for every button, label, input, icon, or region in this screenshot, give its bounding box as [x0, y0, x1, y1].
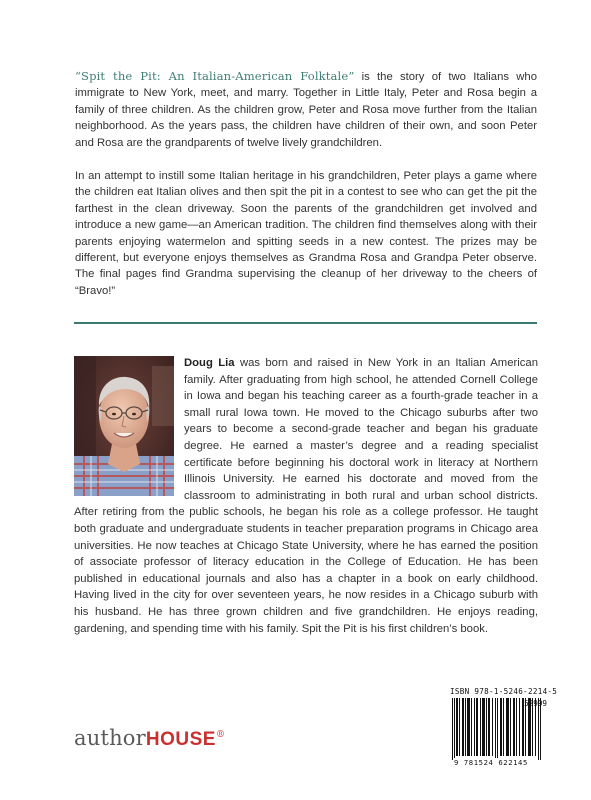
synopsis-paragraph-1-text: is the story of two Italians who immigrate to New York, meet, and marry. Together in Little Italy, Peter and Rosa begin a family of three children. As the children grow, Peter and Rosa move further from the Italian neighborhood. As the years pass, the children have children of their own, and soon Peter and Rosa are the grandparents of twelve lively grandchildren.: [75, 71, 537, 149]
publisher-logo-house: HOUSE: [145, 729, 216, 750]
author-name: Doug Lia: [184, 357, 235, 369]
price-code: 52999: [524, 699, 547, 708]
publisher-logo-author: author: [74, 726, 146, 750]
barcode-digits: 9 781524 622145: [454, 758, 528, 767]
author-bio-text: was born and raised in New York in an Italian American family. After graduating from high school, he attended Cornell College in Iowa and began his teaching career as a fourth-grade teacher in a small rural Iowa town. He moved to the Chicago suburbs after two years to become a second-grade teacher and began his graduate degree. He earned a master’s degree and a reading specialist certificate before beginning his doctoral work in literacy at Northern Illinois University. He earned his doctorate and moved from the classroom to administrating in both rural and urban school districts. After retiring from the public schools, he began his role as a college professor. He taught both graduate and undergraduate students in teacher preparation programs in Chicago area universities. He now teaches at Chicago State University, where he has earned the position of associate professor of literacy education in the College of Education. He has been published in educational journals and also has a chapter in a book on early childhood. Having lived in the city for over seventeen years, he now resides in a Chicago suburb with his husband. He has three grown children and five grandchildren. He enjoys reading, gardening, and spending time with his family. Spit the Pit is his first children’s book.: [74, 357, 538, 635]
publisher-logo: [74, 726, 225, 751]
isbn-text: ISBN 978-1-5246-2214-5: [450, 687, 558, 696]
synopsis-paragraph-1: [75, 68, 537, 151]
synopsis-paragraph-2: In an attempt to instill some Italian heritage in his grandchildren, Peter plays a game where the children eat Italian olives and then spit the pit in a contest to see who can get the pit the farthest in the clean driveway. Soon the parents of the grandchildren get involved and introduce a new game—an American tradition. The children find themselves along with their parents enjoying watermelon and spitting seeds in a new contest. The prizes may be different, but everyone enjoys themselves as Grandma Rosa and Grandpa Peter observe. The final pages find Grandma supervising the cleanup of her driveway to the cheers of “Bravo!”: [75, 170, 537, 297]
section-divider: [74, 322, 537, 324]
book-title: “Spit the Pit: An Italian-American Folktale”: [75, 69, 355, 83]
isbn-barcode: [450, 687, 558, 769]
registered-mark-icon: ®: [215, 730, 226, 740]
author-photo: [74, 356, 174, 496]
